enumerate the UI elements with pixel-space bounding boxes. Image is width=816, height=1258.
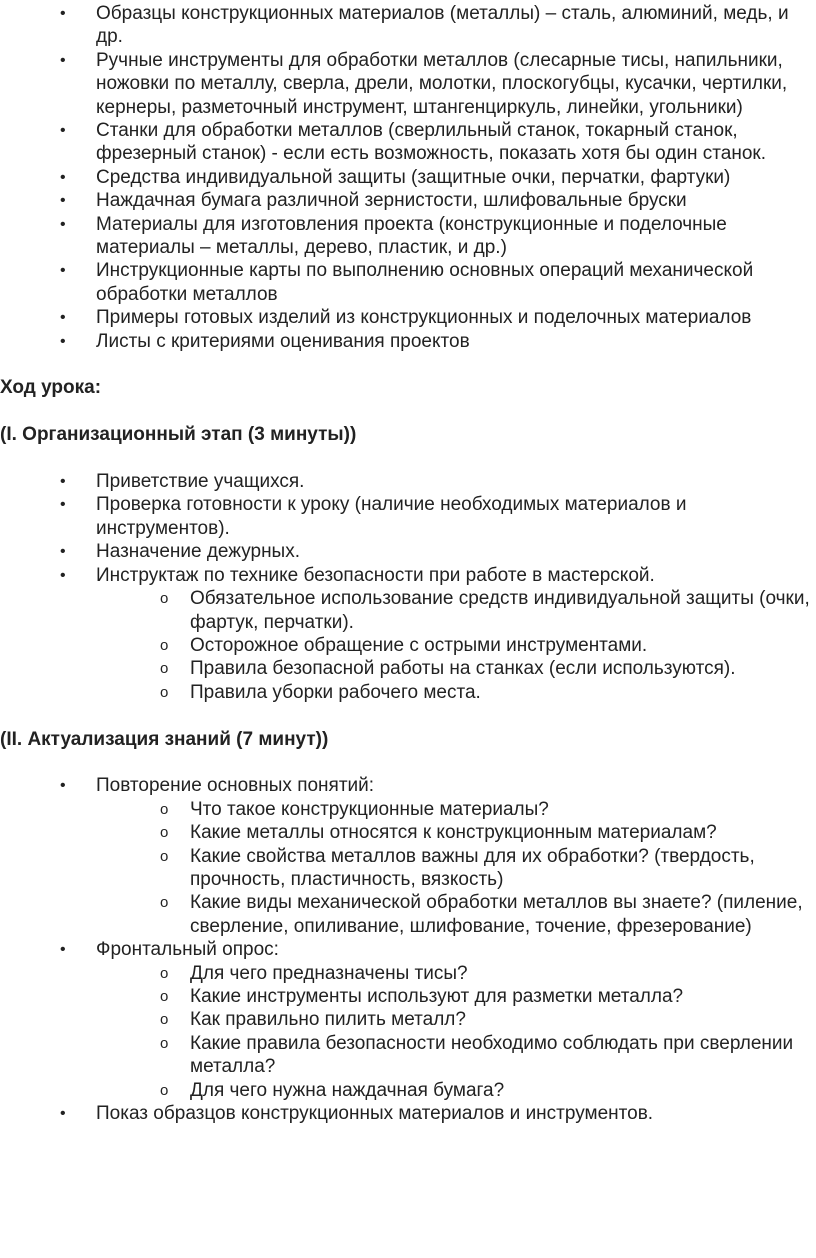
list-item: • Назначение дежурных.: [0, 540, 816, 563]
list-item-review: [0, 774, 816, 938]
list-item: • Наждачная бумага различной зернистости, шлифовальные бруски: [0, 189, 816, 212]
stage2-list: [0, 774, 816, 1125]
sublist-item: o Как правильно пилить металл?: [0, 1008, 816, 1031]
survey-sublist: [96, 962, 816, 1102]
review-label: Повторение основных понятий:: [96, 775, 375, 797]
materials-list: [0, 2, 816, 353]
sublist-item: o Для чего предназначены тисы?: [0, 962, 816, 985]
sublist-item: o Правила уборки рабочего места.: [0, 681, 816, 704]
lesson-heading: Ход урока:: [0, 377, 102, 399]
sublist-item: o Обязательное использование средств индивидуальной защиты (очки, фартук, перчатки).: [0, 587, 816, 634]
stage1-list: [0, 470, 816, 704]
sublist-item: o Какие виды механической обработки металлов вы знаете? (пиление, сверление, опиливание, шлифование, точение, фрезерование): [0, 891, 816, 938]
list-item: • Проверка готовности к уроку (наличие необходимых материалов и инструментов).: [0, 493, 816, 540]
safety-sublist: [96, 587, 816, 704]
safety-label: Инструктаж по технике безопасности при работе в мастерской.: [96, 564, 655, 586]
list-item: • Инструкционные карты по выполнению основных операций механической обработки металлов: [0, 259, 816, 306]
sublist-item: o Какие металлы относятся к конструкционным материалам?: [0, 821, 816, 844]
list-item: • Приветствие учащихся.: [0, 470, 816, 493]
list-item: • Материалы для изготовления проекта (конструкционные и поделочные материалы – металлы, дерево, пластик, и др.): [0, 213, 816, 260]
list-item: • Станки для обработки металлов (сверлильный станок, токарный станок, фрезерный станок) - если есть возможность, показать хотя бы один станок.: [0, 119, 816, 166]
list-item-survey: [0, 938, 816, 1102]
document-page: [0, 2, 816, 1125]
stage2-title: (II. Актуализация знаний (7 минут)): [0, 728, 329, 750]
list-item-safety: [0, 564, 816, 704]
sublist-item: o Какие инструменты используют для разметки металла?: [0, 985, 816, 1008]
survey-label: Фронтальный опрос:: [96, 939, 279, 961]
list-item: • Средства индивидуальной защиты (защитные очки, перчатки, фартуки): [0, 166, 816, 189]
list-item: • Ручные инструменты для обработки металлов (слесарные тисы, напильники, ножовки по металлу, сверла, дрели, молотки, плоскогубцы, кусачки, чертилки, кернеры, разметочный инструмент, штангенциркуль, линейки, угольники): [0, 49, 816, 119]
sublist-item: o Осторожное обращение с острыми инструментами.: [0, 634, 816, 657]
sublist-item: o Какие свойства металлов важны для их обработки? (твердость, прочность, пластичность, вязкость): [0, 845, 816, 892]
stage1-title: (I. Организационный этап (3 минуты)): [0, 424, 357, 446]
sublist-item: o Что такое конструкционные материалы?: [0, 798, 816, 821]
sublist-item: o Какие правила безопасности необходимо соблюдать при сверлении металла?: [0, 1032, 816, 1079]
list-item: • Образцы конструкционных материалов (металлы) – сталь, алюминий, медь, и др.: [0, 2, 816, 49]
sublist-item: o Для чего нужна наждачная бумага?: [0, 1079, 816, 1102]
list-item: • Листы с критериями оценивания проектов: [0, 330, 816, 353]
review-sublist: [96, 798, 816, 938]
list-item: • Примеры готовых изделий из конструкционных и поделочных материалов: [0, 306, 816, 329]
list-item: • Показ образцов конструкционных материалов и инструментов.: [0, 1102, 816, 1125]
sublist-item: o Правила безопасной работы на станках (если используются).: [0, 657, 816, 680]
